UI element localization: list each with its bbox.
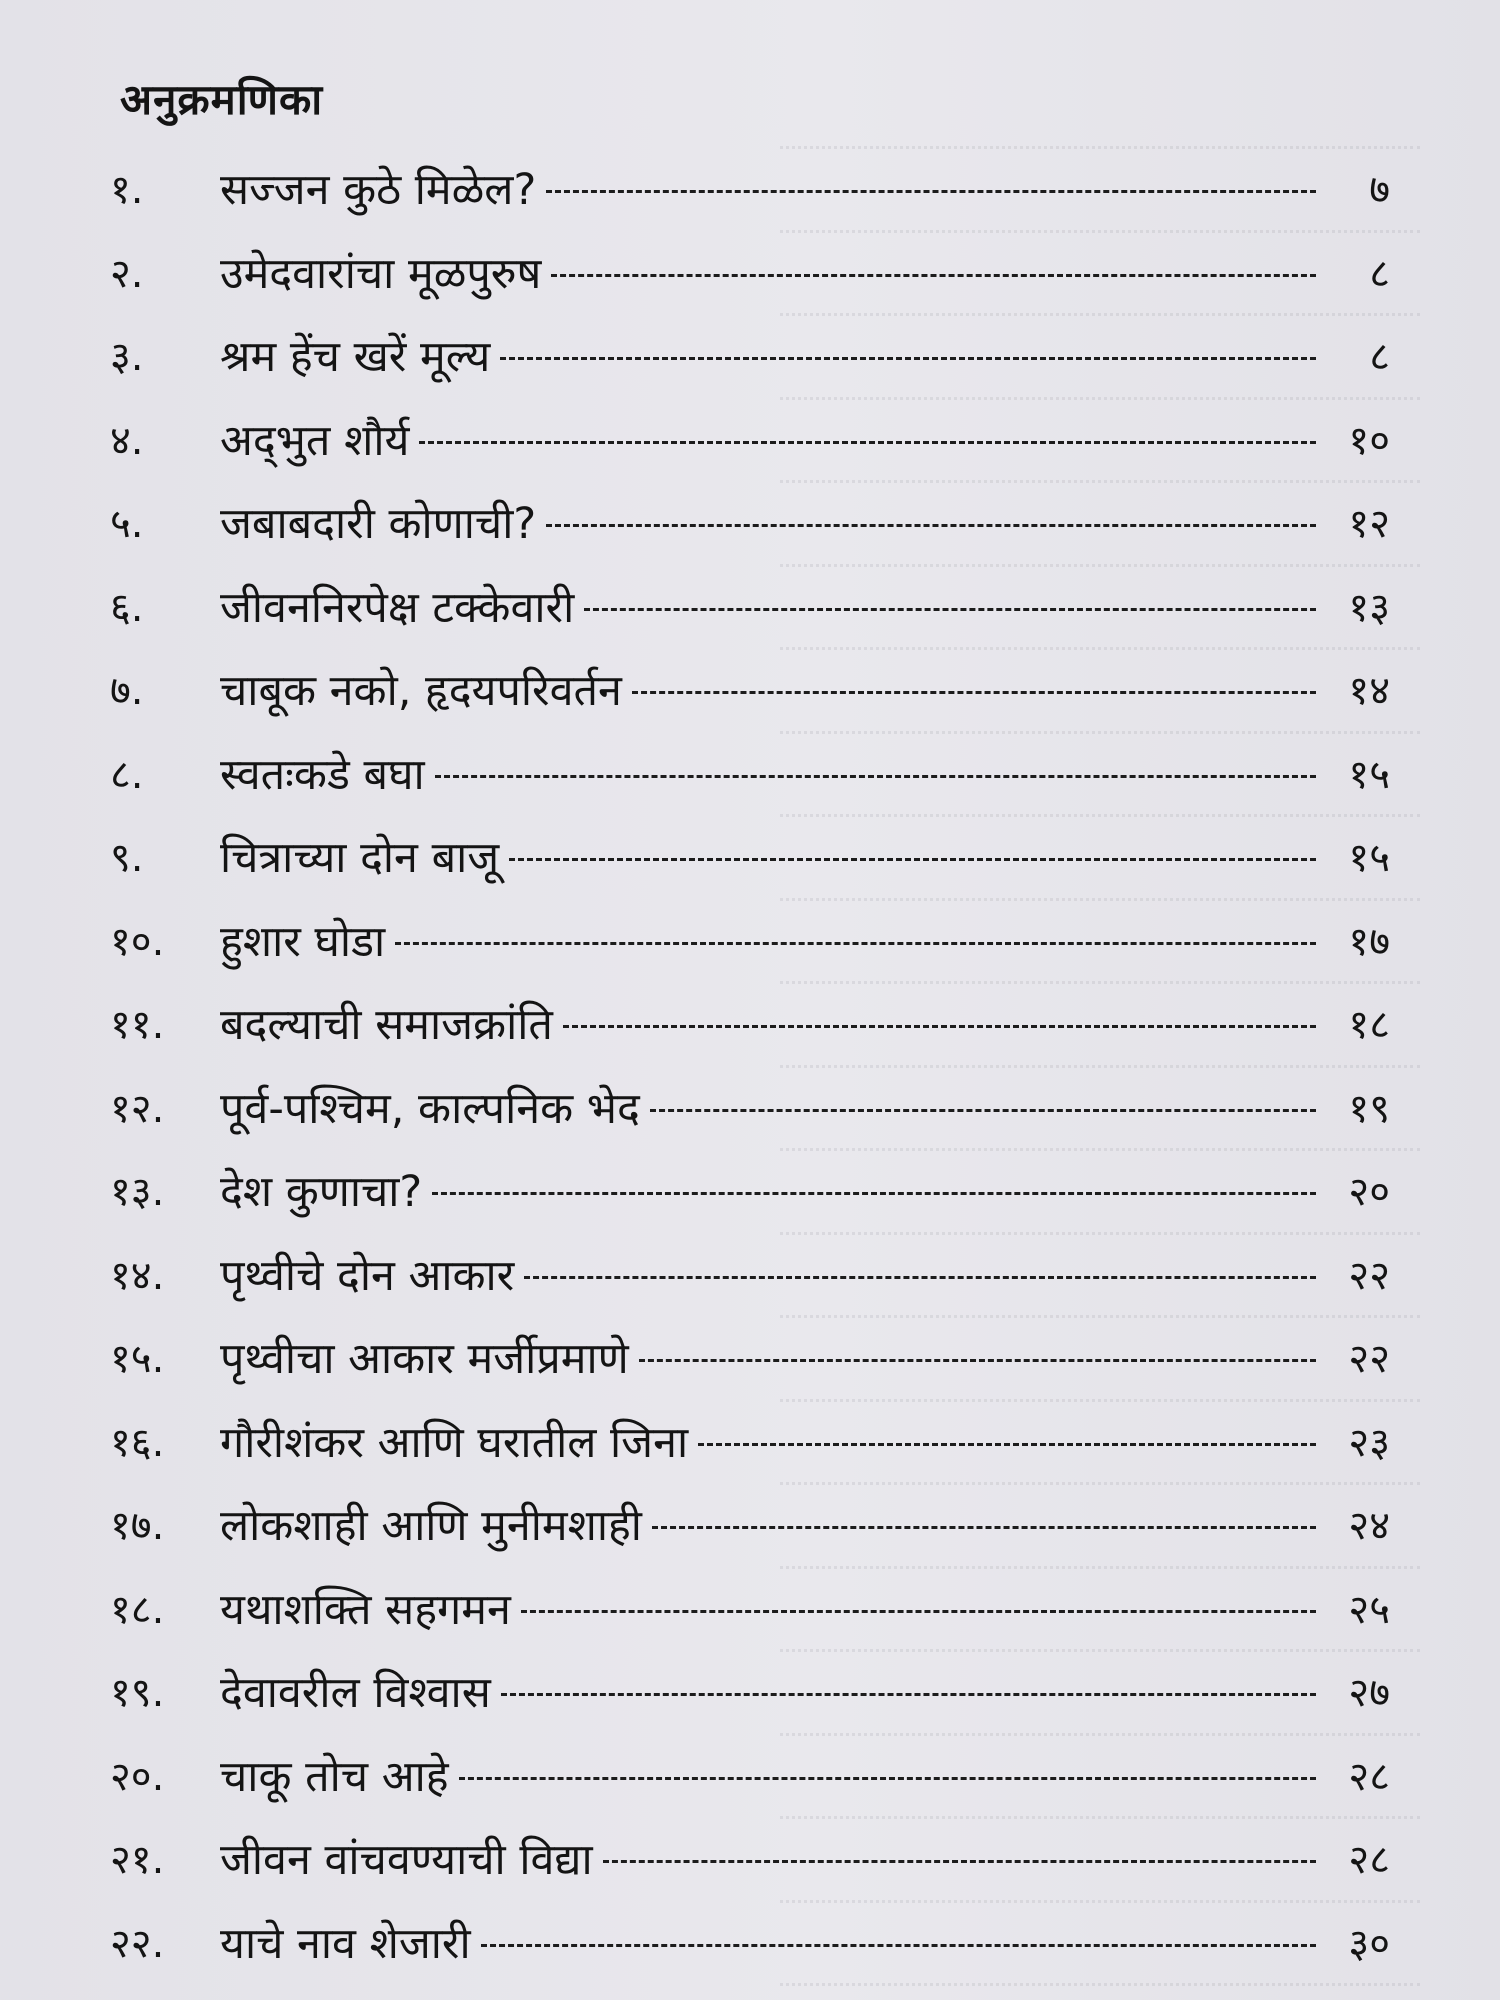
dash-leader [551,274,1316,277]
entry-page-number: १३ [1348,584,1390,631]
entry-page-number: १४ [1348,668,1390,715]
entry-page-number: २८ [1348,1753,1390,1800]
entry-number: १७. [110,1503,165,1550]
entry-page-number: ३० [1348,1920,1390,1967]
entry-page-number: ८ [1369,334,1390,381]
dash-leader [650,1109,1316,1112]
toc-entry [110,1816,1390,1900]
entry-page-number: १२ [1348,501,1390,548]
entry-number: ६. [110,584,144,631]
entry-page-number: २४ [1348,1503,1390,1550]
dash-leader [501,1693,1316,1696]
entry-page-number: २० [1348,1169,1390,1216]
entry-title: हुशार घोडा [220,916,386,967]
toc-entry [110,898,1390,982]
toc-entry [110,480,1390,564]
entry-page-number: १९ [1348,1085,1390,1132]
entry-page-number: १७ [1348,918,1390,965]
toc-entry [110,1566,1390,1650]
entry-title: देवावरील विश्वास [220,1668,491,1719]
toc-entry [110,1065,1390,1149]
entry-page-number: १० [1348,417,1390,464]
dash-leader [432,1192,1316,1195]
dash-leader [652,1526,1316,1529]
entry-page-number: ७ [1369,167,1390,214]
toc-entry [110,1232,1390,1316]
entry-title: चाकू तोच आहे [220,1751,449,1802]
dash-leader [435,775,1316,778]
entry-title: जबाबदारी कोणाची? [220,499,537,550]
entry-number: २०. [110,1753,165,1800]
entry-number: १५. [110,1336,165,1383]
entry-title: पृथ्वीचे दोन आकार [220,1250,515,1301]
toc-entry [110,1148,1390,1232]
dash-leader [395,942,1316,945]
dash-leader [419,441,1316,444]
entry-title: जीवन वांचवण्याची विद्या [220,1835,593,1886]
toc-heading: अनुक्रमणिका [120,75,324,124]
toc-entry [110,564,1390,648]
entry-number: १३. [110,1169,165,1216]
entry-page-number: १५ [1348,751,1390,798]
entry-page-number: २८ [1348,1837,1390,1884]
dash-leader [546,190,1316,193]
dash-leader [509,858,1316,861]
entry-title: सज्जन कुठे मिळेल? [220,165,537,216]
entry-title: यथाशक्ति सहगमन [220,1584,511,1635]
dash-leader [632,691,1316,694]
dash-leader [563,1025,1316,1028]
entry-title: पृथ्वीचा आकार मर्जीप्रमाणे [220,1334,629,1385]
show-through-line [780,110,1420,149]
toc-entry [110,814,1390,898]
entry-page-number: २७ [1348,1670,1390,1717]
entry-number: १६. [110,1419,165,1466]
entry-page-number: २३ [1348,1419,1390,1466]
entry-title: याचे नाव शेजारी [220,1918,471,1969]
entry-number: ११. [110,1002,165,1049]
dash-leader [698,1443,1316,1446]
entry-title: अद्‌भुत शौर्य [220,415,410,466]
entry-title: चित्राच्या दोन बाजू [220,833,500,884]
entry-number: १४. [110,1252,165,1299]
entry-page-number: १५ [1348,835,1390,882]
table-of-contents [110,146,1390,1983]
toc-entry [110,647,1390,731]
toc-entry [110,731,1390,815]
entry-number: १०. [110,918,165,965]
entry-number: ४. [110,417,144,464]
entry-title: श्रम हेंच खरें मूल्य [220,332,491,383]
entry-number: १८. [110,1586,165,1633]
entry-number: ८. [110,751,144,798]
entry-number: ७. [110,668,144,715]
entry-number: ३. [110,334,144,381]
entry-title: देश कुणाचा? [220,1167,423,1218]
entry-page-number: २२ [1348,1336,1390,1383]
toc-entry [110,1900,1390,1984]
entry-title: गौरीशंकर आणि घरातील जिना [220,1417,689,1468]
dash-leader [639,1359,1316,1362]
toc-entry [110,397,1390,481]
entry-title: बदल्याची समाजक्रांति [220,1000,553,1051]
entry-page-number: १८ [1348,1002,1390,1049]
entry-title: पूर्व-पश्चिम, काल्पनिक भेद [220,1083,640,1134]
dash-leader [500,357,1316,360]
dash-leader [481,1944,1316,1947]
dash-leader [584,608,1316,611]
entry-title: लोकशाही आणि मुनीमशाही [220,1501,642,1552]
toc-entry [110,313,1390,397]
entry-page-number: ८ [1369,250,1390,297]
toc-entry [110,146,1390,230]
entry-number: २. [110,250,144,297]
entry-page-number: २२ [1348,1252,1390,1299]
entry-number: ५. [110,501,144,548]
toc-entry [110,1733,1390,1817]
entry-number: ९. [110,835,144,882]
entry-page-number: २५ [1348,1586,1390,1633]
dash-leader [603,1860,1316,1863]
entry-number: १२. [110,1085,165,1132]
toc-entry [110,1399,1390,1483]
dash-leader [546,524,1316,527]
toc-entry [110,1315,1390,1399]
dash-leader [459,1777,1316,1780]
entry-number: १९. [110,1670,165,1717]
entry-title: स्वतःकडे बघा [220,749,425,800]
toc-entry [110,981,1390,1065]
entry-number: १. [110,167,144,214]
dash-leader [524,1276,1316,1279]
entry-number: २२. [110,1920,165,1967]
toc-entry [110,1482,1390,1566]
toc-entry [110,230,1390,314]
entry-title: उमेदवारांचा मूळपुरुष [220,248,542,299]
entry-title: चाबूक नको, हृदयपरिवर्तन [220,666,622,717]
toc-entry [110,1649,1390,1733]
entry-title: जीवननिरपेक्ष टक्केवारी [220,582,575,633]
dash-leader [521,1610,1316,1613]
entry-number: २१. [110,1837,165,1884]
